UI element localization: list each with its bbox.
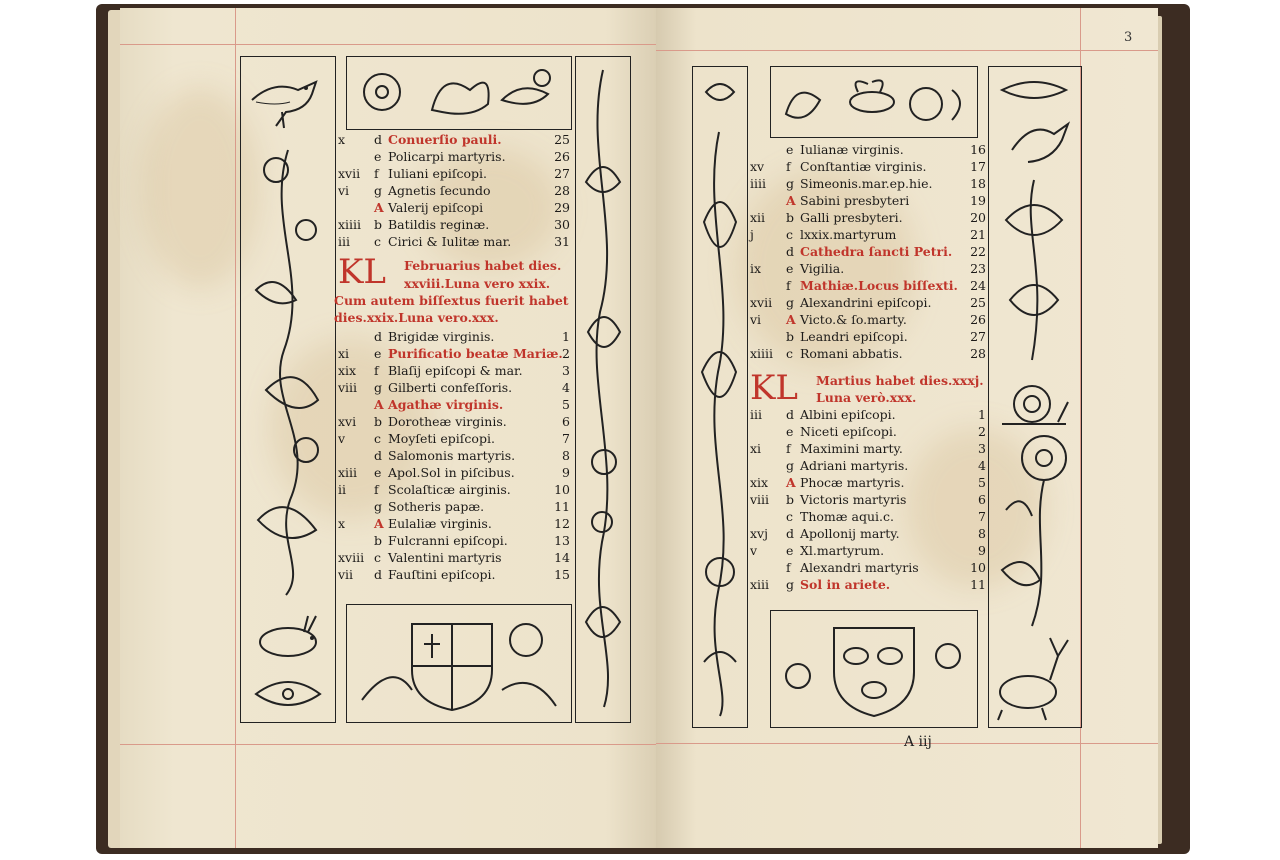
signature-mark: A iij xyxy=(904,734,932,750)
feast-name: Sotheris papæ. xyxy=(388,499,485,514)
day-number: 12 xyxy=(554,516,570,531)
calendar-row xyxy=(338,566,570,583)
dominical-letter: c xyxy=(786,509,794,524)
feast-name: Vigilia. xyxy=(800,261,845,276)
dominical-letter: f xyxy=(374,166,379,181)
day-number: 11 xyxy=(970,577,986,592)
dominical-letter: g xyxy=(786,577,795,592)
dominical-letter: A xyxy=(374,200,384,215)
coat-of-arms-icon xyxy=(352,610,564,716)
feast-name: Sol in ariete. xyxy=(800,577,891,592)
calendar-row xyxy=(338,131,570,148)
calendar-row xyxy=(750,311,986,328)
calendar-row xyxy=(338,549,570,566)
calendar-row xyxy=(338,345,570,362)
day-number: 8 xyxy=(562,448,570,463)
dominical-letter: f xyxy=(786,278,791,293)
feast-name: Apollonij marty. xyxy=(800,526,900,541)
dominical-letter: b xyxy=(374,414,383,429)
calendar-row xyxy=(750,260,986,277)
calendar-row xyxy=(338,481,570,498)
day-number: 27 xyxy=(970,329,986,344)
day-number: 26 xyxy=(554,149,570,164)
dominical-letter: d xyxy=(374,448,383,463)
feast-name: Dorotheæ virginis. xyxy=(388,414,507,429)
dominical-letter: f xyxy=(374,363,379,378)
dominical-letter: f xyxy=(786,560,791,575)
dominical-letter: e xyxy=(786,142,794,157)
day-number: 7 xyxy=(562,431,570,446)
calendar-row xyxy=(338,532,570,549)
golden-number: j xyxy=(750,227,754,242)
dominical-letter: e xyxy=(786,261,794,276)
dominical-letter: f xyxy=(786,159,791,174)
dominical-letter: f xyxy=(374,482,379,497)
day-number: 23 xyxy=(970,261,986,276)
calendar-row xyxy=(750,345,986,362)
day-number: 26 xyxy=(970,312,986,327)
feast-name: Brigidæ virginis. xyxy=(388,329,495,344)
calendar-row xyxy=(750,226,986,243)
golden-number: x xyxy=(338,516,346,531)
calendar-row xyxy=(750,328,986,345)
golden-number: xix xyxy=(338,363,357,378)
calendar-row xyxy=(338,413,570,430)
day-number: 11 xyxy=(554,499,570,514)
day-number: 4 xyxy=(978,458,986,473)
feast-name: Agnetis ſecundo xyxy=(388,183,491,198)
left-calendar-block-b xyxy=(338,328,570,583)
calendar-row xyxy=(338,328,570,345)
dominical-letter: b xyxy=(786,329,795,344)
feast-name: Cathedra ſancti Petri. xyxy=(800,244,953,259)
feast-name: Salomonis martyris. xyxy=(388,448,516,463)
calendar-row xyxy=(338,362,570,379)
dominical-letter: b xyxy=(786,492,795,507)
day-number: 16 xyxy=(970,142,986,157)
feast-name: Albini epiſcopi. xyxy=(800,407,896,422)
feast-name: Alexandrini epiſcopi. xyxy=(800,295,932,310)
golden-number: xiiii xyxy=(750,346,774,361)
calendar-row xyxy=(750,457,986,474)
calendar-row xyxy=(750,542,986,559)
kl-initial-right: KL xyxy=(750,368,798,408)
snail-woodcut-icon xyxy=(992,372,1076,432)
dominical-letter: g xyxy=(374,183,383,198)
day-number: 20 xyxy=(970,210,986,225)
calendar-row xyxy=(338,182,570,199)
day-number: 28 xyxy=(970,346,986,361)
day-number: 9 xyxy=(978,543,986,558)
day-number: 1 xyxy=(978,407,986,422)
calendar-row xyxy=(338,165,570,182)
calendar-row xyxy=(338,430,570,447)
calendar-row xyxy=(750,525,986,542)
calendar-row xyxy=(750,491,986,508)
feast-name: Mathiæ.Locus biſſexti. xyxy=(800,278,958,293)
calendar-row xyxy=(338,464,570,481)
golden-number: xix xyxy=(750,475,769,490)
dominical-letter: e xyxy=(786,424,794,439)
day-number: 3 xyxy=(978,441,986,456)
day-number: 22 xyxy=(970,244,986,259)
feast-name: Alexandri martyris xyxy=(800,560,919,575)
feast-name: Gilberti confeſſoris. xyxy=(388,380,513,395)
march-header-line1: Martius habet dies.xxxj. xyxy=(816,373,984,388)
calendar-row xyxy=(750,277,986,294)
day-number: 28 xyxy=(554,183,570,198)
dominical-letter: A xyxy=(374,397,384,412)
dominical-letter: g xyxy=(786,295,795,310)
dominical-letter: f xyxy=(786,441,791,456)
calendar-row xyxy=(338,515,570,532)
feast-name: Eulaliæ virginis. xyxy=(388,516,492,531)
feast-name: Simeonis.mar.ep.hie. xyxy=(800,176,933,191)
rabbit-woodcut-icon xyxy=(246,612,330,662)
feast-name: Thomæ aqui.c. xyxy=(800,509,894,524)
day-number: 18 xyxy=(970,176,986,191)
feast-name: Romani abbatis. xyxy=(800,346,903,361)
golden-number: xiii xyxy=(750,577,770,592)
right-calendar-block-b xyxy=(750,406,986,593)
golden-number: xiii xyxy=(338,465,358,480)
stag-woodcut-icon xyxy=(992,630,1076,722)
calendar-row xyxy=(750,141,986,158)
feast-name: Agathæ virginis. xyxy=(388,397,504,412)
golden-number: iii xyxy=(750,407,762,422)
day-number: 10 xyxy=(554,482,570,497)
day-number: 14 xyxy=(554,550,570,565)
feast-name: Leandri epiſcopi. xyxy=(800,329,908,344)
dominical-letter: g xyxy=(786,176,795,191)
golden-number: ii xyxy=(338,482,346,497)
flower-woodcut-icon xyxy=(246,670,330,716)
day-number: 5 xyxy=(978,475,986,490)
day-number: 15 xyxy=(554,567,570,582)
dominical-letter: c xyxy=(786,227,794,242)
right-vine-woodcut-icon xyxy=(580,62,626,714)
kl-initial-left: KL xyxy=(338,252,386,292)
feast-name: Valerij epiſcopi xyxy=(388,200,484,215)
dominical-letter: g xyxy=(374,499,383,514)
left-calendar-block-a xyxy=(338,131,570,250)
feast-name: Iulianæ virginis. xyxy=(800,142,904,157)
right-page-left-vine-icon xyxy=(696,72,742,720)
feast-name: Fauſtini epiſcopi. xyxy=(388,567,496,582)
dominical-letter: d xyxy=(374,567,383,582)
feast-name: Policarpi martyris. xyxy=(388,149,506,164)
calendar-row xyxy=(338,447,570,464)
day-number: 2 xyxy=(978,424,986,439)
feast-name: Phocæ martyris. xyxy=(800,475,905,490)
golden-number: xvj xyxy=(750,526,768,541)
dominical-letter: A xyxy=(786,475,796,490)
february-header-line2: xxviii.Luna vero xxix. xyxy=(404,276,551,291)
golden-number: viii xyxy=(750,492,770,507)
feast-name: Xl.martyrum. xyxy=(800,543,885,558)
bissextus-line1: Cum autem biſſextus fuerit habet xyxy=(334,293,569,308)
dominical-letter: A xyxy=(786,193,796,208)
day-number: 10 xyxy=(970,560,986,575)
feast-name: Batildis reginæ. xyxy=(388,217,490,232)
dominical-letter: e xyxy=(374,465,382,480)
feast-name: Apol.Sol in piſcibus. xyxy=(388,465,515,480)
feast-name: Fulcranni epiſcopi. xyxy=(388,533,508,548)
golden-number: v xyxy=(750,543,758,558)
dominical-letter: d xyxy=(374,329,383,344)
feast-name: Moyſeti epiſcopi. xyxy=(388,431,495,446)
golden-number: xiiii xyxy=(338,217,362,232)
calendar-row xyxy=(750,440,986,457)
calendar-row xyxy=(750,474,986,491)
calendar-row xyxy=(750,209,986,226)
calendar-row xyxy=(750,559,986,576)
day-number: 7 xyxy=(978,509,986,524)
day-number: 21 xyxy=(970,227,986,242)
calendar-row xyxy=(750,576,986,593)
day-number: 19 xyxy=(970,193,986,208)
golden-number: vii xyxy=(338,567,354,582)
march-header-line2: Luna verò.xxx. xyxy=(816,390,917,405)
dominical-letter: d xyxy=(374,132,383,147)
feast-name: lxxix.martyrum xyxy=(800,227,897,242)
calendar-row xyxy=(750,158,986,175)
dominical-letter: c xyxy=(374,550,382,565)
calendar-row xyxy=(338,233,570,250)
feast-name: Sabini presbyteri xyxy=(800,193,910,208)
day-number: 6 xyxy=(978,492,986,507)
calendar-row xyxy=(750,294,986,311)
golden-number: xii xyxy=(750,210,766,225)
bird-flower-woodcut-icon xyxy=(992,70,1076,370)
feast-name: Maximini marty. xyxy=(800,441,903,456)
golden-number: xi xyxy=(750,441,762,456)
dominical-letter: A xyxy=(374,516,384,531)
bee-woodcut-icon xyxy=(776,70,972,132)
feast-name: Niceti epiſcopi. xyxy=(800,424,897,439)
feast-name: Victo.& ſo.marty. xyxy=(800,312,907,327)
feast-name: Scolaſticæ airginis. xyxy=(388,482,511,497)
golden-number: vi xyxy=(338,183,350,198)
right-coat-of-arms-icon xyxy=(776,616,972,722)
day-number: 25 xyxy=(554,132,570,147)
golden-number: iiii xyxy=(750,176,766,191)
calendar-row xyxy=(750,508,986,525)
dominical-letter: d xyxy=(786,526,795,541)
calendar-row xyxy=(338,216,570,233)
golden-number: xv xyxy=(750,159,765,174)
dominical-letter: e xyxy=(374,346,382,361)
daisy-woodcut-icon xyxy=(992,430,1076,630)
calendar-row xyxy=(750,423,986,440)
golden-number: xvii xyxy=(750,295,773,310)
dominical-letter: c xyxy=(786,346,794,361)
calendar-row xyxy=(338,379,570,396)
day-number: 30 xyxy=(554,217,570,232)
dominical-letter: g xyxy=(786,458,795,473)
day-number: 13 xyxy=(554,533,570,548)
feast-name: Adriani martyris. xyxy=(800,458,909,473)
feast-name: Iuliani epiſcopi. xyxy=(388,166,487,181)
flower-vine-woodcut-icon xyxy=(246,140,330,600)
golden-number: v xyxy=(338,431,346,446)
dominical-letter: c xyxy=(374,431,382,446)
feast-name: Galli presbyteri. xyxy=(800,210,903,225)
feast-name: Conſtantiæ virginis. xyxy=(800,159,927,174)
golden-number: x xyxy=(338,132,346,147)
golden-number: xvi xyxy=(338,414,357,429)
day-number: 25 xyxy=(970,295,986,310)
folio-number: 3 xyxy=(1124,30,1133,45)
day-number: 9 xyxy=(562,465,570,480)
day-number: 8 xyxy=(978,526,986,541)
golden-number: xvii xyxy=(338,166,361,181)
day-number: 5 xyxy=(562,397,570,412)
feast-name: Blaſij epiſcopi & mar. xyxy=(388,363,523,378)
dominical-letter: d xyxy=(786,407,795,422)
day-number: 24 xyxy=(970,278,986,293)
day-number: 6 xyxy=(562,414,570,429)
day-number: 31 xyxy=(554,234,570,249)
calendar-row xyxy=(750,406,986,423)
calendar-row xyxy=(750,192,986,209)
feast-name: Conuerſio pauli. xyxy=(388,132,502,147)
dominical-letter: c xyxy=(374,234,382,249)
dominical-letter: g xyxy=(374,380,383,395)
right-calendar-block-a xyxy=(750,141,986,362)
feast-name: Victoris martyris xyxy=(800,492,907,507)
dominical-letter: b xyxy=(374,533,383,548)
february-header-line1: Februarius habet dies. xyxy=(404,258,562,273)
day-number: 29 xyxy=(554,200,570,215)
feast-name: Purificatio beatæ Mariæ. xyxy=(388,346,563,361)
golden-number: iii xyxy=(338,234,350,249)
day-number: 27 xyxy=(554,166,570,181)
feast-name: Valentini martyris xyxy=(388,550,502,565)
dominical-letter: b xyxy=(374,217,383,232)
dominical-letter: A xyxy=(786,312,796,327)
day-number: 1 xyxy=(562,329,570,344)
dominical-letter: e xyxy=(374,149,382,164)
calendar-row xyxy=(750,243,986,260)
day-number: 3 xyxy=(562,363,570,378)
day-number: 17 xyxy=(970,159,986,174)
calendar-row xyxy=(338,498,570,515)
golden-number: vi xyxy=(750,312,762,327)
golden-number: xi xyxy=(338,346,350,361)
golden-number: ix xyxy=(750,261,762,276)
feast-name: Cirici & Iulitæ mar. xyxy=(388,234,512,249)
day-number: 4 xyxy=(562,380,570,395)
bissextus-line2: dies.xxix.Luna vero.xxx. xyxy=(334,310,499,325)
dominical-letter: b xyxy=(786,210,795,225)
golden-number: xviii xyxy=(338,550,365,565)
golden-number: viii xyxy=(338,380,358,395)
calendar-row xyxy=(338,148,570,165)
squirrel-woodcut-icon xyxy=(352,60,564,124)
dominical-letter: e xyxy=(786,543,794,558)
calendar-row xyxy=(338,396,570,413)
calendar-row xyxy=(338,199,570,216)
day-number: 2 xyxy=(562,346,570,361)
dominical-letter: d xyxy=(786,244,795,259)
calendar-row xyxy=(750,175,986,192)
bird-woodcut-icon xyxy=(246,66,330,136)
